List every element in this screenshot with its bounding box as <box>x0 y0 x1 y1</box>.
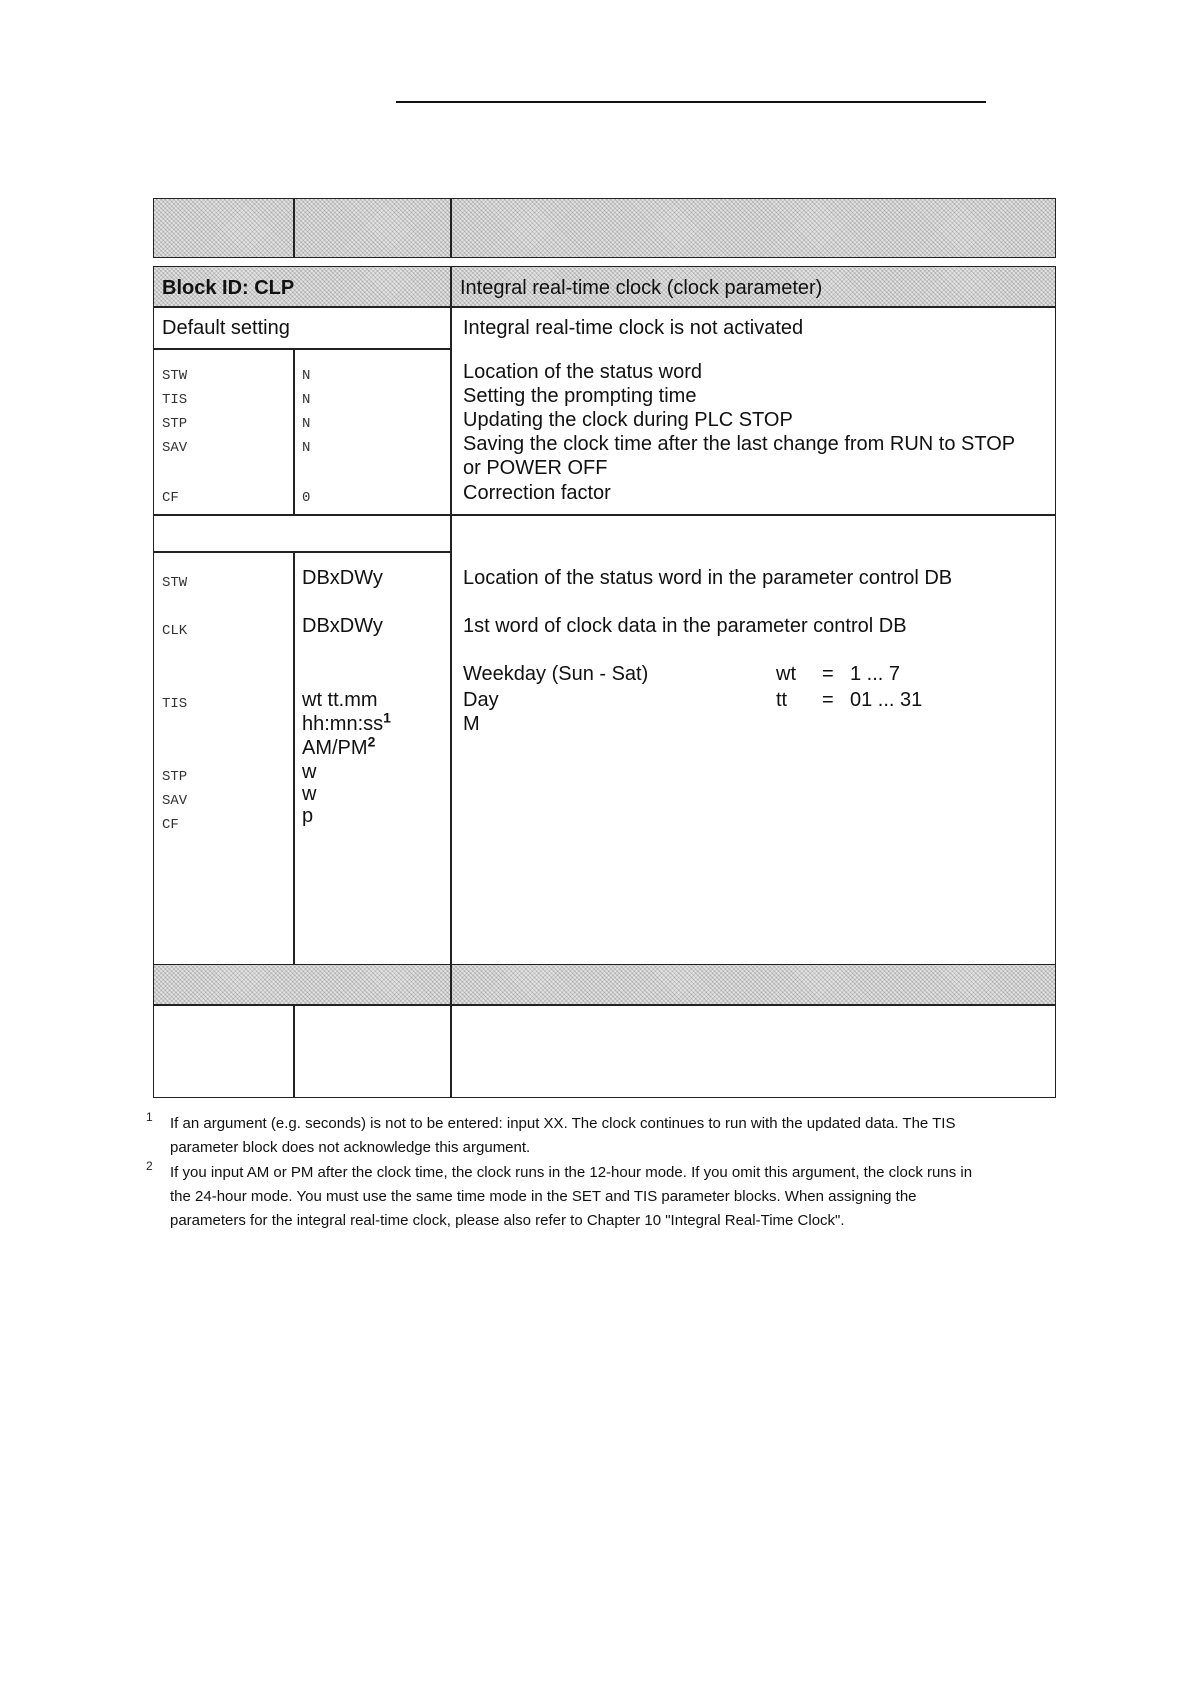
param-name: TIS <box>162 392 188 408</box>
param-value: p <box>302 805 314 827</box>
block-id-label: Block ID: CLP <box>162 277 295 299</box>
param-value-time <box>302 709 391 736</box>
day-symbol: tt <box>776 689 788 711</box>
default-description: Integral real-time clock is not activated <box>463 317 804 339</box>
footnote-number: 1 <box>146 1110 153 1124</box>
footnote-2-line-2: the 24-hour mode. You must use the same time mode in the SET and TIS parameter blocks. When assigning the <box>170 1188 917 1205</box>
param-name: STW <box>162 368 188 384</box>
footnote-ref-1: 1 <box>383 709 391 726</box>
divider <box>293 198 295 258</box>
param-description: Location of the status word in the parameter control DB <box>463 567 953 589</box>
parameter-table <box>153 198 1056 1098</box>
divider <box>450 198 452 258</box>
param-description: Location of the status word <box>463 361 703 383</box>
param-name: TIS <box>162 696 188 712</box>
param-value: 0 <box>302 490 311 506</box>
param-description: Correction factor <box>463 482 611 504</box>
month-label: M <box>463 713 480 735</box>
weekday-symbol: wt <box>776 663 796 685</box>
divider <box>450 306 452 516</box>
param-name: CF <box>162 490 179 506</box>
day-equals: = <box>822 689 834 711</box>
param-value: N <box>302 368 311 384</box>
param-description: Saving the clock time after the last change from RUN to STOP <box>463 433 1016 455</box>
table-top-header <box>153 198 1056 258</box>
footnote-1-line-2: parameter block does not acknowledge this argument. <box>170 1139 531 1156</box>
param-value: w <box>302 761 317 783</box>
footnote-2-line-1: If you input AM or PM after the clock time, the clock runs in the 12-hour mode. If you omit this argument, the clock runs in <box>170 1164 973 1181</box>
param-value: DBxDWy <box>302 567 383 589</box>
weekday-equals: = <box>822 663 834 685</box>
param-name: SAV <box>162 440 188 456</box>
footnote-ref-2: 2 <box>367 733 376 750</box>
param-value: w <box>302 783 317 805</box>
param-name: STW <box>162 575 188 591</box>
param-name: CF <box>162 817 179 833</box>
bottom-empty-row <box>153 1004 1056 1098</box>
divider <box>450 266 452 308</box>
divider <box>450 1004 452 1098</box>
param-value: wt tt.mm <box>302 689 378 711</box>
default-setting-label: Default setting <box>162 317 290 339</box>
divider <box>153 348 451 350</box>
footnote-2-line-3: parameters for the integral real-time clock, please also refer to Chapter 10 "Integral Real-Time Clock". <box>170 1212 845 1229</box>
time-format: hh:mn:ss <box>302 713 384 735</box>
bottom-header-row <box>153 964 1056 1006</box>
param-description: Setting the prompting time <box>463 385 697 407</box>
param-description: 1st word of clock data in the parameter control DB <box>463 615 907 637</box>
divider <box>153 551 451 553</box>
param-name: STP <box>162 769 188 785</box>
param-value: N <box>302 440 311 456</box>
param-description: Updating the clock during PLC STOP <box>463 409 793 431</box>
block-title: Integral real-time clock (clock parameter) <box>460 277 823 299</box>
header-rule <box>396 101 986 103</box>
ampm-format: AM/PM <box>302 737 368 759</box>
divider <box>293 348 295 516</box>
divider <box>450 964 452 1006</box>
footnote-1-line-1: If an argument (e.g. seconds) is not to be entered: input XX. The clock continues to run with the updated data. The TIS <box>170 1115 956 1132</box>
divider <box>293 1004 295 1098</box>
weekday-range: 1 ... 7 <box>850 663 901 685</box>
param-name: SAV <box>162 793 188 809</box>
weekday-label: Weekday (Sun - Sat) <box>463 663 649 685</box>
divider <box>293 551 295 966</box>
day-label: Day <box>463 689 499 711</box>
day-range: 01 ... 31 <box>850 689 923 711</box>
footnote-number: 2 <box>146 1159 153 1173</box>
param-description-continued: or POWER OFF <box>463 457 608 479</box>
param-name: CLK <box>162 623 188 639</box>
param-value: N <box>302 416 311 432</box>
param-value: N <box>302 392 311 408</box>
param-name: STP <box>162 416 188 432</box>
param-value-ampm <box>302 733 376 760</box>
param-value: DBxDWy <box>302 615 383 637</box>
divider <box>450 514 452 966</box>
